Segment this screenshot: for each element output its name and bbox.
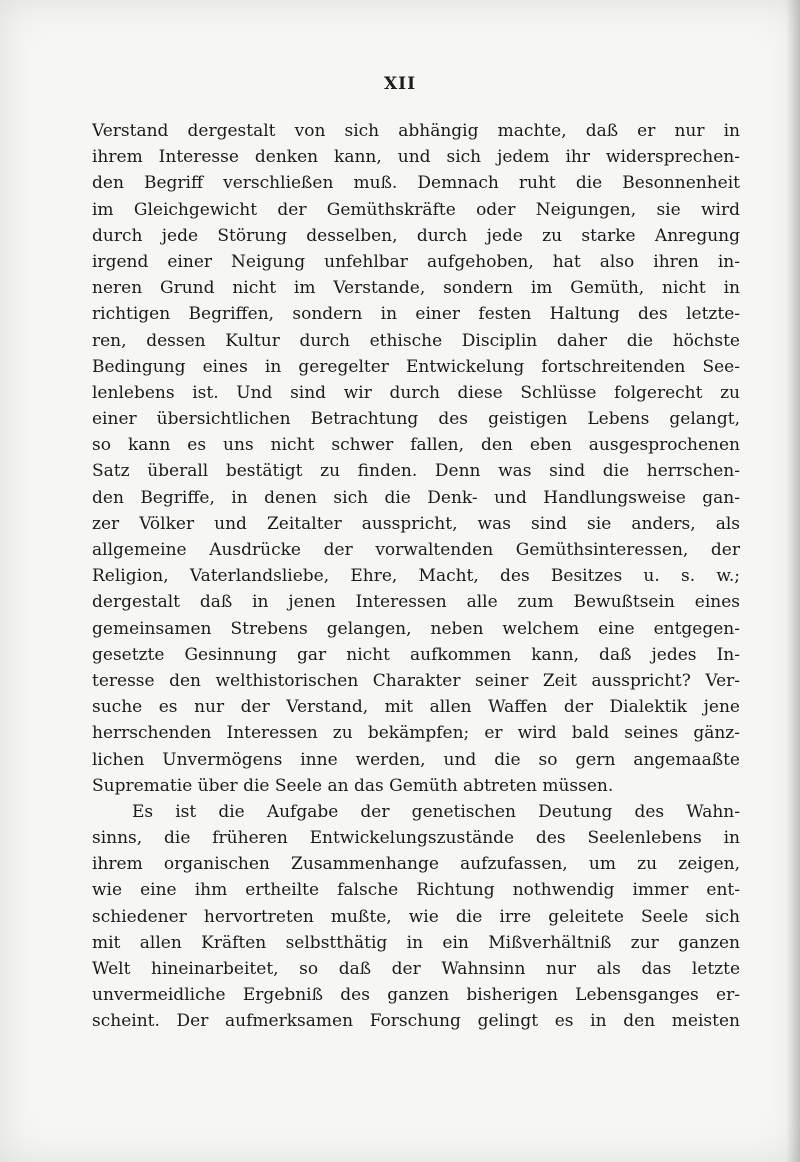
page-number: XII	[383, 74, 417, 94]
text-line: Religion, Vaterlandsliebe, Ehre, Macht, des Besitzes u. s. w.;	[92, 566, 740, 587]
text-line: wie eine ihm ertheilte falsche Richtung nothwendig immer ent-	[92, 880, 740, 901]
text-line: ihrem Interesse denken kann, und sich jedem ihr widersprechen-	[92, 147, 740, 168]
text-line: herrschenden Interessen zu bekämpfen; er wird bald seines gänz-	[92, 723, 740, 744]
text-line: Satz überall bestätigt zu finden. Denn was sind die herrschen-	[92, 461, 740, 482]
text-line: durch jede Störung desselben, durch jede zu starke Anregung	[92, 225, 740, 246]
text-line: richtigen Begriffen, sondern in einer festen Haltung des letzte-	[92, 304, 740, 325]
text-line: lenlebens ist. Und sind wir durch diese Schlüsse folgerecht zu	[92, 382, 740, 403]
text-line: irgend einer Neigung unfehlbar aufgehoben, hat also ihren in-	[92, 251, 740, 272]
body-text	[92, 118, 740, 1035]
text-line: lichen Unvermögens inne werden, und die so gern angemaaßte	[92, 749, 740, 770]
text-line: teresse den welthistorischen Charakter seiner Zeit ausspricht? Ver-	[92, 670, 740, 691]
text-line: unvermeidliche Ergebniß des ganzen bisherigen Lebensganges er-	[92, 985, 740, 1006]
text-line: gesetzte Gesinnung gar nicht aufkommen kann, daß jedes In-	[92, 644, 740, 665]
text-line: suche es nur der Verstand, mit allen Waffen der Dialektik jene	[92, 697, 740, 718]
text-line: ren, dessen Kultur durch ethische Disciplin daher die höchste	[92, 330, 740, 351]
paragraph-end-line: Suprematie über die Seele an das Gemüth abtreten müssen.	[92, 775, 614, 796]
text-line: scheint. Der aufmerksamen Forschung gelingt es in den meisten	[92, 1011, 740, 1032]
text-line: den Begriff verschließen muß. Demnach ruht die Besonnenheit	[92, 173, 740, 194]
text-line: neren Grund nicht im Verstande, sondern im Gemüth, nicht in	[92, 278, 740, 299]
text-line: gemeinsamen Strebens gelangen, neben welchem eine entgegen-	[92, 618, 740, 639]
text-line: zer Völker und Zeitalter ausspricht, was sind sie anders, als	[92, 513, 740, 534]
text-line: im Gleichgewicht der Gemüthskräfte oder Neigungen, sie wird	[92, 199, 740, 220]
page-edge-shadow	[786, 0, 800, 1162]
text-line: ihrem organischen Zusammenhange aufzufassen, um zu zeigen,	[92, 854, 740, 875]
text-line: einer übersichtlichen Betrachtung des geistigen Lebens gelangt,	[92, 409, 740, 430]
text-line: Welt hineinarbeitet, so daß der Wahnsinn nur als das letzte	[92, 959, 740, 979]
text-line: mit allen Kräften selbstthätig in ein Mißverhältniß zur ganzen	[92, 932, 740, 953]
paragraph-start-line: Es ist die Aufgabe der genetischen Deutung des Wahn-	[132, 801, 740, 822]
text-line: dergestalt daß in jenen Interessen alle zum Bewußtsein eines	[92, 592, 740, 613]
text-line: schiedener hervortreten mußte, wie die irre geleitete Seele sich	[92, 906, 740, 927]
text-line: sinns, die früheren Entwickelungszustände des Seelenlebens in	[92, 828, 740, 849]
text-line: Bedingung eines in geregelter Entwickelung fortschreitenden See-	[92, 356, 740, 377]
text-line: Verstand dergestalt von sich abhängig machte, daß er nur in	[92, 121, 740, 141]
text-line: allgemeine Ausdrücke der vorwaltenden Gemüthsinteressen, der	[92, 540, 740, 560]
text-line: so kann es uns nicht schwer fallen, den eben ausgesprochenen	[92, 435, 740, 456]
text-line: den Begriffe, in denen sich die Denk- und Handlungsweise gan-	[92, 487, 740, 508]
